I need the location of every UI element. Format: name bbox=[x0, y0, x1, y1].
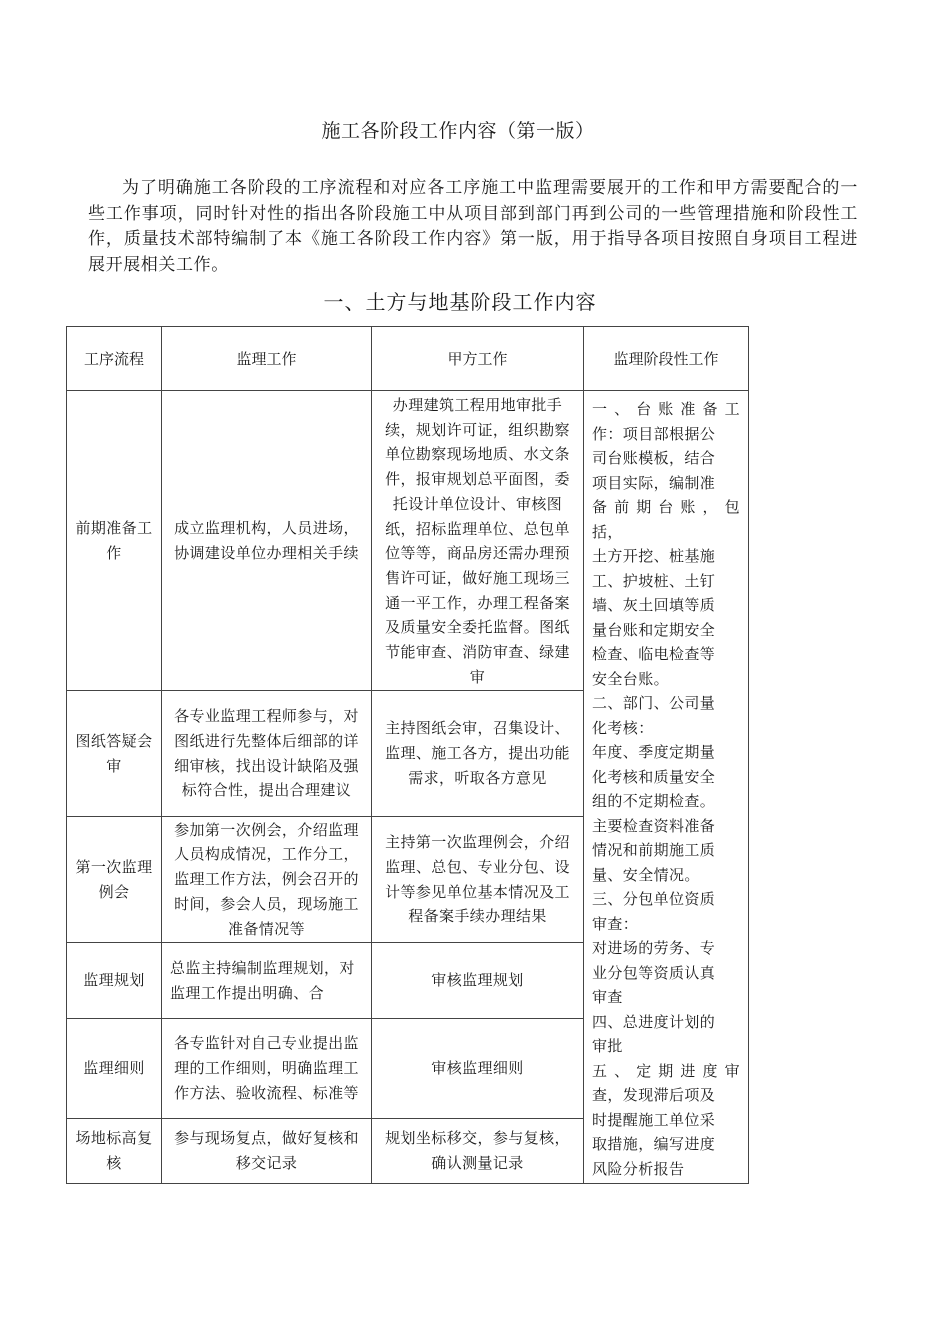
table-row bbox=[67, 391, 749, 691]
supervision-cell bbox=[162, 391, 372, 691]
header-owner: 甲方工作 bbox=[372, 327, 584, 391]
document-title: 施工各阶段工作内容（第一版） bbox=[321, 120, 595, 142]
supervision-cell bbox=[162, 943, 372, 1019]
table-header-row bbox=[67, 327, 749, 391]
process-text: 图纸答疑会审 bbox=[75, 731, 153, 775]
stage-work-line: 对进场的劳务、专 bbox=[592, 939, 716, 957]
supervision-text: 各专监针对自己专业提出监理的工作细则，明确监理工作方法、验收流程、标准等 bbox=[174, 1034, 359, 1102]
process-cell bbox=[67, 1119, 162, 1184]
supervision-text: 成立监理机构，人员进场，协调建设单位办理相关手续 bbox=[174, 518, 359, 562]
stage-work-line: 二、部门、公司量 bbox=[592, 694, 716, 712]
stage-work-line: 量、安全情况。 bbox=[592, 865, 700, 884]
stage-work-line: 审批 bbox=[592, 1037, 623, 1055]
stage-work-line: 土方开挖、桩基施 bbox=[592, 547, 716, 565]
stage-work-line: 业分包等资质认真 bbox=[592, 963, 716, 982]
stage-work-line: 四、总进度计划的 bbox=[592, 1012, 716, 1031]
process-text: 监理细则 bbox=[83, 1059, 145, 1078]
owner-cell bbox=[372, 817, 584, 943]
owner-cell bbox=[372, 691, 584, 817]
section-title: 一、土方与地基阶段工作内容 bbox=[323, 290, 597, 314]
stage-work-line: 一、台账准备工 bbox=[592, 400, 740, 418]
process-cell bbox=[67, 1019, 162, 1119]
stage-work-line: 化考核和质量安全 bbox=[592, 767, 716, 786]
stage-work-line: 年度、季度定期量 bbox=[592, 743, 716, 761]
owner-text: 规划坐标移交，参与复核，确认测量记录 bbox=[385, 1129, 570, 1172]
owner-cell bbox=[372, 391, 584, 691]
stage-work-line: 工、护坡桩、土钉 bbox=[592, 571, 716, 590]
stage-work-line: 三、分包单位资质 bbox=[592, 890, 716, 908]
stage-work-line: 取措施，编写进度 bbox=[592, 1135, 716, 1153]
owner-text: 办理建筑工程用地审批手续，规划许可证，组织勘察单位勘察现场地质、水文条件，报审规划总平面图，委托设计单位设计、审核图纸，招标监理单位、总包单位等等，商品房还需办理预售许可证，做好施工现场三通一平工作，办理工程备案及质量安全委托监督。图纸节能审查、消防审查、绿建审 bbox=[385, 396, 570, 686]
stage-work-line: 主要检查资料准备 bbox=[592, 816, 716, 835]
stage-work-line: 五、定期进度审 bbox=[592, 1061, 740, 1080]
owner-text: 主持第一次监理例会，介绍监理、总包、专业分包、设计等参见单位基本情况及工程备案手续办理结果 bbox=[385, 833, 570, 926]
stage-work-line: 组的不定期检查。 bbox=[592, 792, 716, 810]
stage-work-cell bbox=[584, 391, 749, 1184]
owner-text: 主持图纸会审，召集设计、监理、施工各方，提出功能需求，听取各方意见 bbox=[385, 719, 570, 787]
stage-work-line: 司台账模板，结合 bbox=[592, 449, 716, 467]
stage-work-list bbox=[592, 397, 740, 1183]
header-stage-work: 监理阶段性工作 bbox=[584, 327, 749, 391]
owner-text: 审核监理规划 bbox=[431, 971, 524, 990]
supervision-cell bbox=[162, 691, 372, 817]
stage-work-line: 查，发现滞后项及 bbox=[592, 1086, 716, 1104]
stage-work-line: 检查、临电检查等 bbox=[592, 645, 716, 663]
stage-work-line: 墙、灰土回填等质 bbox=[592, 596, 716, 614]
supervision-cell bbox=[162, 1019, 372, 1119]
stage-work-line: 安全台账。 bbox=[592, 669, 670, 688]
stage-work-line: 化考核： bbox=[592, 718, 654, 737]
stage-work-line: 量台账和定期安全 bbox=[592, 620, 716, 639]
header-process: 工序流程 bbox=[67, 327, 162, 391]
intro-paragraph: 为了明确施工各阶段的工序流程和对应各工序施工中监理需要展开的工作和甲方需要配合的一些工作事项，同时针对性的指出各阶段施工中从项目部到部门再到公司的一些管理措施和阶段性工作，质量技术部特编制了本《施工各阶段工作内容》第一版，用于指导各项目按照自身项目工程进展开展相关工作。 bbox=[88, 178, 858, 275]
supervision-text: 各专业监理工程师参与，对图纸进行先整体后细部的详细审核，找出设计缺陷及强标符合性，提出合理建议 bbox=[174, 707, 359, 800]
stage-work-line: 时提醒施工单位采 bbox=[592, 1110, 716, 1129]
owner-cell bbox=[372, 943, 584, 1019]
owner-cell bbox=[372, 1019, 584, 1119]
process-text: 场地标高复核 bbox=[75, 1129, 153, 1172]
process-text: 前期准备工作 bbox=[75, 518, 153, 562]
supervision-cell bbox=[162, 817, 372, 943]
stage-work-line: 审查 bbox=[592, 988, 623, 1006]
stage-work-line: 风险分析报告 bbox=[592, 1159, 685, 1178]
supervision-text: 参加第一次例会，介绍监理人员构成情况，工作分工，监理工作方法，例会召开的时间，参会人员，现场施工准备情况等 bbox=[174, 820, 359, 938]
process-text: 监理规划 bbox=[83, 971, 145, 990]
process-cell bbox=[67, 691, 162, 817]
stage-work-line: 审查： bbox=[592, 914, 639, 933]
stage-work-line: 备前期台账，包 bbox=[592, 498, 740, 516]
stage-work-line: 括， bbox=[592, 522, 623, 541]
supervision-text: 参与现场复点，做好复核和移交记录 bbox=[174, 1129, 359, 1172]
process-cell bbox=[67, 943, 162, 1019]
stage-work-line: 情况和前期施工质 bbox=[592, 841, 716, 859]
work-content-table bbox=[66, 326, 749, 1184]
supervision-cell bbox=[162, 1119, 372, 1184]
process-cell bbox=[67, 391, 162, 691]
process-text: 第一次监理例会 bbox=[75, 857, 153, 901]
header-supervision: 监理工作 bbox=[162, 327, 372, 391]
owner-cell bbox=[372, 1119, 584, 1184]
supervision-text: 总监主持编制监理规划，对监理工作提出明确、合 bbox=[170, 958, 355, 1002]
owner-text: 审核监理细则 bbox=[431, 1059, 524, 1078]
process-cell bbox=[67, 817, 162, 943]
stage-work-line: 项目实际，编制准 bbox=[592, 473, 716, 492]
stage-work-line: 作：项目部根据公 bbox=[592, 424, 716, 443]
